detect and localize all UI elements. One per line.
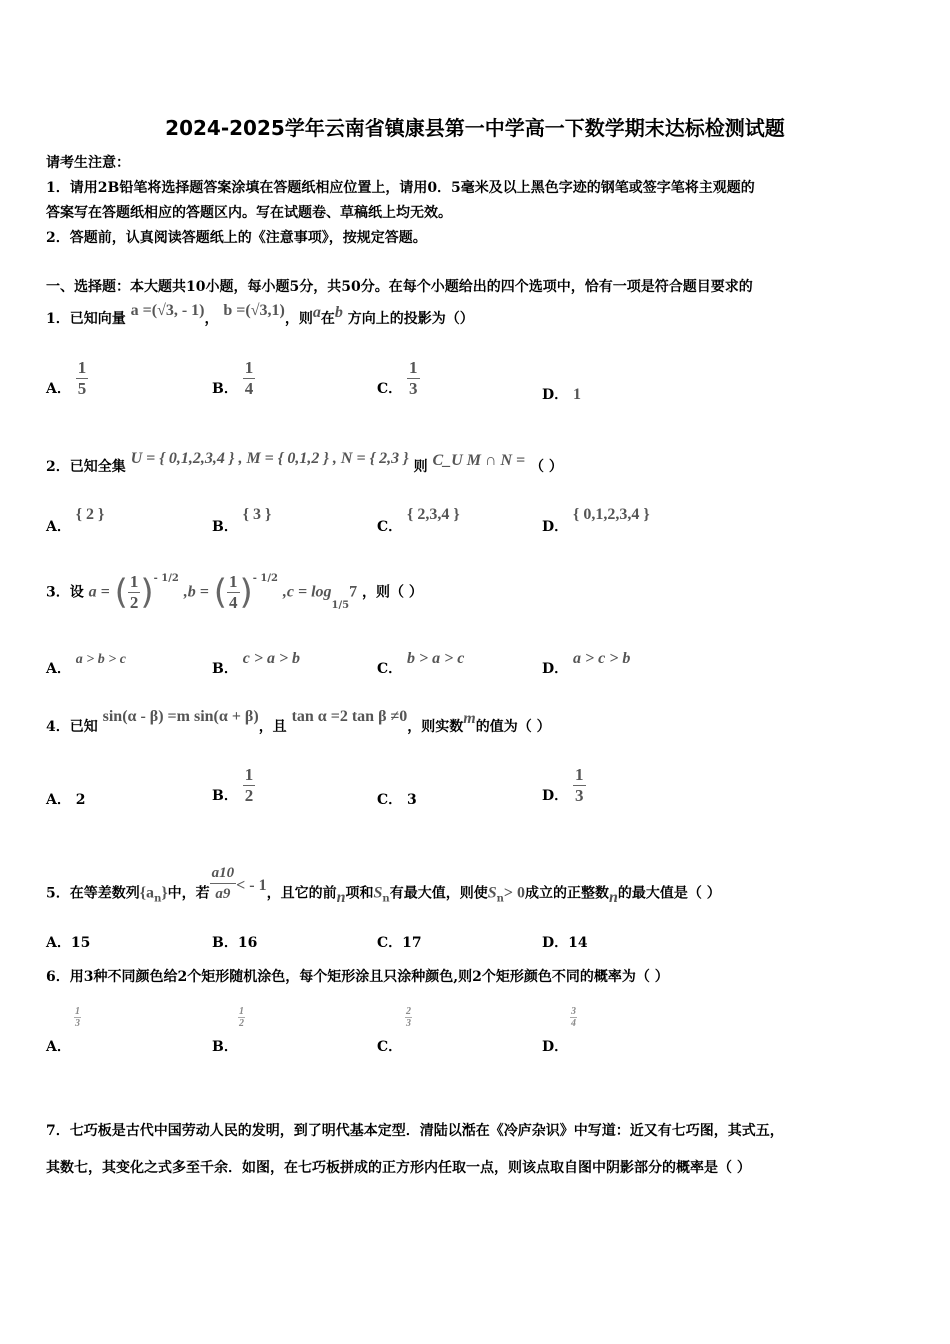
section-heading: 一、选择题：本大题共10小题，每小题5分，共50分。在每个小题给出的四个选项中，恰有一项是符合题目要求的 <box>46 279 753 295</box>
q3-option-a[interactable]: A． a > b > c <box>46 652 126 677</box>
fraction: $\frac{1}{3}$ <box>409 358 418 398</box>
page-title: 2024-2025学年云南省镇康县第一中学高一下数学期末达标检测试题 <box>165 116 785 140</box>
fraction: $\frac{1}{3}$ <box>575 765 584 805</box>
fraction: $\frac{1}{5}$ <box>77 358 87 398</box>
q3-option-c[interactable]: C． b > a > c <box>377 650 465 677</box>
q2-option-d[interactable]: D． { 0,1,2,3,4 } <box>542 506 650 535</box>
fraction: $\frac{1}{2}$ <box>244 765 254 805</box>
sine-equation: sin(α - β) =m sin(α + β) <box>102 708 259 725</box>
question-1: 1．已知向量 a =(√3, - 1)， b =(√3,1)，则a在b 方向上的投影为（） <box>46 302 474 327</box>
question-2: 2．已知全集 U = { 0,1,2,3,4 } , M = { 0,1,2 } , N = { 2,3 } 则 C_U M ∩ N = （ ） <box>46 450 563 475</box>
q2-option-c[interactable]: C． { 2,3,4 } <box>377 506 460 535</box>
fraction: $\frac{1}{4}$ <box>244 358 254 398</box>
q1-option-c[interactable]: C． $\frac{1}{3}$ <box>377 358 418 398</box>
fraction: $\frac{3}{4}$ <box>571 1006 576 1029</box>
q4-option-a[interactable]: A． 2 <box>46 792 86 808</box>
q5-option-a[interactable]: A．15 <box>46 935 91 951</box>
question-5: 5．在等差数列$\{a_n\}$中，若 $\frac{a10}{a9}$ < - 1，且它的前n项和$S_n$有最大值，则使$S_n> 0$成立的正整数n的最大值是（ ） <box>46 865 721 906</box>
q5-option-c[interactable]: C．17 <box>377 935 422 951</box>
notice-item-1: 1．请用2B铅笔将选择题答案涂填在答题纸相应位置上，请用0．5毫米及以上黑色字迹的钢笔或签字笔将主观题的 <box>46 180 755 196</box>
question-4: 4．已知 sin(α - β) =m sin(α + β)，且 tan α =2 tan β ≠0，则实数m的值为（ ） <box>46 708 551 735</box>
tangent-equation: tan α =2 tan β ≠0 <box>291 708 408 725</box>
complement-expr: C_U M ∩ N = <box>432 452 526 469</box>
exam-page: 2024-2025学年云南省镇康县第一中学高一下数学期末达标检测试题 请考生注意： 1．请用2B铅笔将选择题答案涂填在答题纸相应位置上，请用0．5毫米及以上黑色字迹的钢笔或签字笔将主观题的 答案写在答题纸相应的答题区内。写在试题卷、草稿纸上均无效。 2．答题前，认真阅读答题纸上的《注意事项》，按规定答题。 一、选择题：本大题共10小题，每小题5分，共50分。在每个小题给出的四个选项中，恰有一项是符合题目要求的 1．已知向量 a =(√3, - 1)， b =(√3,1)，则a在b 方向上的投影为（） A． $\frac{1}{5}$ B． $\frac{1}{4}$ C． $\frac{1}{3}$ D． 1 2．已知全集 U = { 0,1,2,3,4 } , M = { 0,1,2 } , N = { 2,3 } 则 C_U M ∩ N = （ ） A． { 2 } B． { 3 } C． { 2,3,4 } D． { 0,1,2,3,4 } 3．设 a = ( $\frac{1}{2}$ )$^{- 1/2}$ ,b = ( $\frac{1}{4}$ )$^{- 1/2}$ $,c = \log_{1/5}7$ ，则（ ） A． a > b > c B． c > a > b C． b > a > c D． a > c > b 4．已知 sin(α - β) =m sin(α + β)，且 tan α =2 tan β ≠0，则实数m的值为（ ） A． 2 B． $\frac{1}{2}$ C． 3 D． $\frac{1}{3}$ 5．在等差数列$\{a_n\}$中，若 $\frac{a10}{a9}$ < - 1，且它的前n项和$S_n$有最大值，则使$S_n> 0$成立的正整数n的最大值是（ ） A．15 B．16 C．17 D．14 6．用3种不同颜色给2个矩形随机涂色，每个矩形涂且只涂种颜色,则2个矩形颜色不同的概率为（ ） $\frac{1}{3}$ A． $\frac{1}{2}$ B． $\frac{2}{3}$ C． $\frac{3}{4}$ D． 7．七巧板是古代中国劳动人民的发明，到了明代基本定型．清陆以湉在《冷庐杂识》中写道：近又有七巧图，其式五， 其数七，其变化之式多至千余．如图，在七巧板拼成的正方形内任取一点，则该点取自图中阴影部分的概率是（ ） <box>0 0 950 1344</box>
q5-option-d[interactable]: D．14 <box>542 935 588 951</box>
notice-item-2: 2．答题前，认真阅读答题纸上的《注意事项》，按规定答题。 <box>46 230 427 246</box>
q1-option-d[interactable]: D． 1 <box>542 386 582 403</box>
q2-option-b[interactable]: B． { 3 } <box>212 506 272 535</box>
fraction: $\frac{2}{3}$ <box>406 1006 411 1029</box>
vector-a-expr: a =(√3, - 1) <box>130 302 205 319</box>
notice-item-1-cont: 答案写在答题纸相应的答题区内。写在试题卷、草稿纸上均无效。 <box>46 205 452 221</box>
question-7-cont: 其数七，其变化之式多至千余．如图，在七巧板拼成的正方形内任取一点，则该点取自图中阴影部分的概率是（ ） <box>46 1160 751 1176</box>
question-6: 6．用3种不同颜色给2个矩形随机涂色，每个矩形涂且只涂种颜色,则2个矩形颜色不同的概率为（ ） <box>46 969 669 985</box>
q2-option-a[interactable]: A． { 2 } <box>46 506 105 535</box>
fraction: $\frac{1}{2}$ <box>239 1006 244 1029</box>
question-7: 7．七巧板是古代中国劳动人民的发明，到了明代基本定型．清陆以湉在《冷庐杂识》中写道：近又有七巧图，其式五， <box>46 1123 784 1139</box>
q1-option-a[interactable]: A． $\frac{1}{5}$ <box>46 358 87 398</box>
fraction: $\frac{1}{3}$ <box>75 1006 80 1029</box>
q4-option-c[interactable]: C． 3 <box>377 792 417 808</box>
q1-option-b[interactable]: B． $\frac{1}{4}$ <box>212 358 254 398</box>
q3-option-b[interactable]: B． c > a > b <box>212 650 301 677</box>
fraction: $\frac{1}{2}$ <box>129 572 139 612</box>
vector-b-expr: b =(√3,1) <box>223 302 285 319</box>
set-definitions: U = { 0,1,2,3,4 } , M = { 0,1,2 } , N = { 2,3 } <box>130 450 409 467</box>
ratio-fraction: $\frac{a10}{a9}$ <box>211 865 235 902</box>
question-3: 3．设 a = ( $\frac{1}{2}$ )$^{- 1/2}$ ,b = ( $\frac{1}{4}$ )$^{- 1/2}$ $,c = \log_{1/5}7$ ，则（ ） <box>46 572 423 613</box>
q4-option-b[interactable]: B． $\frac{1}{2}$ <box>212 765 254 805</box>
q3-option-d[interactable]: D． a > c > b <box>542 650 631 677</box>
fraction: $\frac{1}{4}$ <box>229 572 238 612</box>
notice-heading: 请考生注意： <box>46 155 130 171</box>
q4-option-d[interactable]: D． $\frac{1}{3}$ <box>542 765 584 805</box>
q5-option-b[interactable]: B．16 <box>212 935 258 951</box>
